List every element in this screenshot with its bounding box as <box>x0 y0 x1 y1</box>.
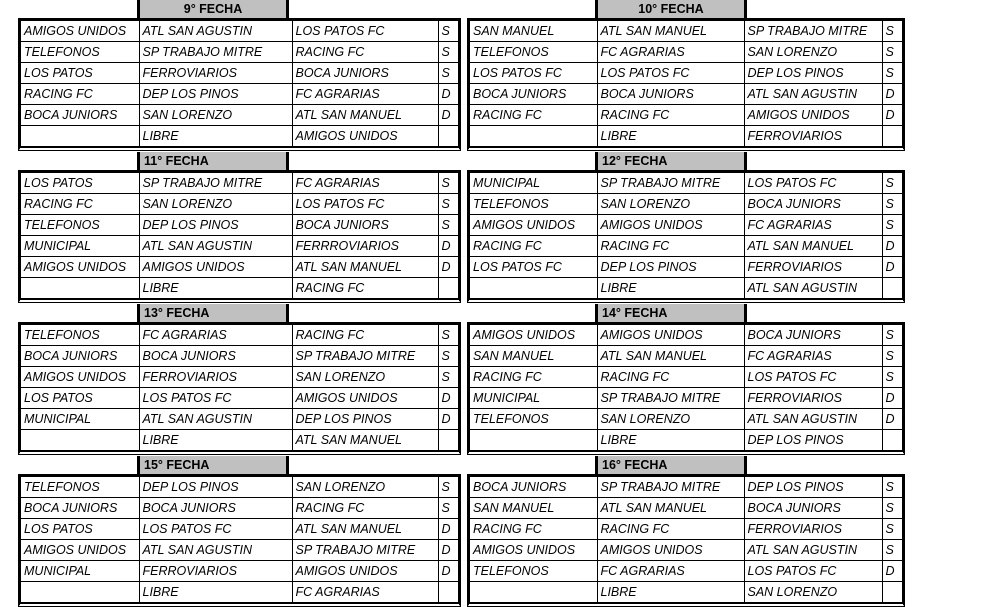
team-cell <box>21 582 139 603</box>
day-cell: D <box>438 236 458 257</box>
team-cell <box>470 126 597 147</box>
team-cell: LOS PATOS <box>21 519 139 540</box>
table-row <box>21 105 458 126</box>
day-cell: S <box>882 325 902 346</box>
away-team-cell: LOS PATOS FC <box>292 21 438 42</box>
home-team-cell: LIBRE <box>597 582 744 603</box>
away-team-cell: SP TRABAJO MITRE <box>292 540 438 561</box>
away-team-cell: AMIGOS UNIDOS <box>744 105 882 126</box>
team-cell: RACING FC <box>470 105 597 126</box>
away-team-cell: SP TRABAJO MITRE <box>292 346 438 367</box>
away-team-cell: DEP LOS PINOS <box>744 430 882 451</box>
table-row <box>470 257 902 278</box>
fixture-header <box>595 456 747 474</box>
away-team-cell: FC AGRARIAS <box>292 84 438 105</box>
table-row <box>470 540 902 561</box>
table-row <box>21 236 458 257</box>
away-team-cell: SAN LORENZO <box>292 367 438 388</box>
team-cell: TELEFONOS <box>21 215 139 236</box>
day-cell: S <box>882 194 902 215</box>
home-team-cell: SP TRABAJO MITRE <box>597 477 744 498</box>
away-team-cell: FC AGRARIAS <box>292 173 438 194</box>
away-team-cell: FERROVIARIOS <box>744 519 882 540</box>
day-cell: S <box>438 42 458 63</box>
home-team-cell: LIBRE <box>139 126 292 147</box>
day-cell <box>438 582 458 603</box>
team-cell: AMIGOS UNIDOS <box>21 540 139 561</box>
fixture-header <box>595 152 747 170</box>
away-team-cell: ATL SAN MANUEL <box>292 257 438 278</box>
fixture-table <box>467 170 905 303</box>
day-cell: D <box>882 388 902 409</box>
day-cell: S <box>882 519 902 540</box>
team-cell: BOCA JUNIORS <box>470 477 597 498</box>
away-team-cell: FERROVIARIOS <box>744 126 882 147</box>
home-team-cell: BOCA JUNIORS <box>139 498 292 519</box>
team-cell: MUNICIPAL <box>470 173 597 194</box>
table-row <box>21 278 458 299</box>
home-team-cell: RACING FC <box>597 519 744 540</box>
team-cell: BOCA JUNIORS <box>470 84 597 105</box>
away-team-cell: ATL SAN AGUSTIN <box>744 409 882 430</box>
day-cell: S <box>882 367 902 388</box>
fixture-title: 15° FECHA <box>137 456 289 474</box>
fixture-table <box>467 474 905 607</box>
away-team-cell: BOCA JUNIORS <box>744 194 882 215</box>
team-cell: TELEFONOS <box>21 325 139 346</box>
home-team-cell: LOS PATOS FC <box>139 519 292 540</box>
away-team-cell: BOCA JUNIORS <box>744 325 882 346</box>
fixture-grid <box>21 21 458 147</box>
table-row <box>470 21 902 42</box>
team-cell: TELEFONOS <box>470 194 597 215</box>
fixture-grid <box>470 325 902 451</box>
home-team-cell: LIBRE <box>597 126 744 147</box>
table-row <box>21 21 458 42</box>
team-cell: MUNICIPAL <box>21 561 139 582</box>
away-team-cell: FC AGRARIAS <box>292 582 438 603</box>
home-team-cell: DEP LOS PINOS <box>139 84 292 105</box>
fixture-grid <box>470 173 902 299</box>
table-row <box>470 63 902 84</box>
team-cell: LOS PATOS FC <box>470 63 597 84</box>
day-cell <box>438 430 458 451</box>
day-cell: D <box>438 561 458 582</box>
table-row <box>21 257 458 278</box>
home-team-cell: ATL SAN AGUSTIN <box>139 236 292 257</box>
table-row <box>470 430 902 451</box>
team-cell: AMIGOS UNIDOS <box>470 325 597 346</box>
day-cell: D <box>438 257 458 278</box>
home-team-cell: FC AGRARIAS <box>139 325 292 346</box>
away-team-cell: SP TRABAJO MITRE <box>744 21 882 42</box>
day-cell: S <box>882 21 902 42</box>
away-team-cell: SAN LORENZO <box>292 477 438 498</box>
day-cell: D <box>882 561 902 582</box>
team-cell: TELEFONOS <box>470 409 597 430</box>
table-row <box>470 582 902 603</box>
team-cell: RACING FC <box>21 194 139 215</box>
team-cell <box>470 430 597 451</box>
team-cell: RACING FC <box>470 367 597 388</box>
home-team-cell: ATL SAN MANUEL <box>597 498 744 519</box>
fixture-header <box>137 304 289 322</box>
home-team-cell: LOS PATOS FC <box>139 388 292 409</box>
team-cell: AMIGOS UNIDOS <box>21 367 139 388</box>
home-team-cell: SAN LORENZO <box>597 194 744 215</box>
home-team-cell: AMIGOS UNIDOS <box>139 257 292 278</box>
away-team-cell: RACING FC <box>292 325 438 346</box>
day-cell: S <box>882 173 902 194</box>
day-cell: S <box>882 42 902 63</box>
fixture-table <box>467 322 905 455</box>
away-team-cell: BOCA JUNIORS <box>744 498 882 519</box>
home-team-cell: FERROVIARIOS <box>139 561 292 582</box>
table-row <box>470 278 902 299</box>
team-cell: AMIGOS UNIDOS <box>21 21 139 42</box>
table-row <box>470 126 902 147</box>
team-cell: TELEFONOS <box>470 561 597 582</box>
home-team-cell: DEP LOS PINOS <box>597 257 744 278</box>
day-cell: S <box>882 498 902 519</box>
away-team-cell: ATL SAN MANUEL <box>744 236 882 257</box>
home-team-cell: FERROVIARIOS <box>139 63 292 84</box>
day-cell: S <box>882 63 902 84</box>
table-row <box>470 561 902 582</box>
home-team-cell: BOCA JUNIORS <box>597 84 744 105</box>
table-row <box>21 430 458 451</box>
team-cell: RACING FC <box>21 84 139 105</box>
table-row <box>470 173 902 194</box>
table-row <box>470 325 902 346</box>
table-row <box>21 388 458 409</box>
table-row <box>21 519 458 540</box>
table-row <box>470 519 902 540</box>
day-cell <box>882 278 902 299</box>
table-row <box>470 498 902 519</box>
home-team-cell: FC AGRARIAS <box>597 42 744 63</box>
home-team-cell: LIBRE <box>139 430 292 451</box>
team-cell <box>21 430 139 451</box>
fixture-grid <box>21 173 458 299</box>
day-cell <box>882 582 902 603</box>
table-row <box>21 498 458 519</box>
away-team-cell: RACING FC <box>292 498 438 519</box>
away-team-cell: ATL SAN MANUEL <box>292 105 438 126</box>
fixture-header <box>137 0 289 18</box>
table-row <box>21 582 458 603</box>
home-team-cell: LIBRE <box>597 278 744 299</box>
away-team-cell: ATL SAN AGUSTIN <box>744 84 882 105</box>
table-row <box>21 215 458 236</box>
day-cell: S <box>438 21 458 42</box>
away-team-cell: ATL SAN AGUSTIN <box>744 278 882 299</box>
away-team-cell: RACING FC <box>292 42 438 63</box>
team-cell: BOCA JUNIORS <box>21 346 139 367</box>
home-team-cell: RACING FC <box>597 236 744 257</box>
team-cell: RACING FC <box>470 519 597 540</box>
table-row <box>470 346 902 367</box>
team-cell: BOCA JUNIORS <box>21 498 139 519</box>
table-row <box>470 194 902 215</box>
fixture-header <box>595 304 747 322</box>
home-team-cell: LIBRE <box>139 582 292 603</box>
home-team-cell: FERROVIARIOS <box>139 367 292 388</box>
away-team-cell: BOCA JUNIORS <box>292 215 438 236</box>
day-cell: S <box>882 215 902 236</box>
team-cell <box>21 278 139 299</box>
home-team-cell: RACING FC <box>597 367 744 388</box>
home-team-cell: SP TRABAJO MITRE <box>139 42 292 63</box>
table-row <box>470 84 902 105</box>
home-team-cell: SP TRABAJO MITRE <box>139 173 292 194</box>
table-row <box>21 194 458 215</box>
home-team-cell: SAN LORENZO <box>139 105 292 126</box>
away-team-cell: FERROVIARIOS <box>744 388 882 409</box>
day-cell <box>882 126 902 147</box>
table-row <box>21 42 458 63</box>
team-cell: TELEFONOS <box>21 42 139 63</box>
away-team-cell: RACING FC <box>292 278 438 299</box>
table-row <box>21 540 458 561</box>
home-team-cell: ATL SAN MANUEL <box>597 346 744 367</box>
home-team-cell: LIBRE <box>597 430 744 451</box>
fixture-header <box>137 152 289 170</box>
day-cell: S <box>438 367 458 388</box>
day-cell: D <box>438 84 458 105</box>
table-row <box>470 477 902 498</box>
day-cell: S <box>438 325 458 346</box>
home-team-cell: AMIGOS UNIDOS <box>597 215 744 236</box>
table-row <box>470 236 902 257</box>
away-team-cell: AMIGOS UNIDOS <box>292 561 438 582</box>
home-team-cell: SAN LORENZO <box>139 194 292 215</box>
day-cell: D <box>438 540 458 561</box>
home-team-cell: ATL SAN AGUSTIN <box>139 21 292 42</box>
away-team-cell: ATL SAN AGUSTIN <box>744 540 882 561</box>
home-team-cell: RACING FC <box>597 105 744 126</box>
table-row <box>21 409 458 430</box>
day-cell: S <box>438 194 458 215</box>
home-team-cell: ATL SAN AGUSTIN <box>139 540 292 561</box>
away-team-cell: DEP LOS PINOS <box>744 63 882 84</box>
team-cell: TELEFONOS <box>470 42 597 63</box>
fixture-header <box>137 456 289 474</box>
fixture-title: 11° FECHA <box>137 152 289 170</box>
team-cell: SAN MANUEL <box>470 21 597 42</box>
fixture-table <box>18 474 461 607</box>
home-team-cell: LIBRE <box>139 278 292 299</box>
team-cell: MUNICIPAL <box>21 236 139 257</box>
table-row <box>470 215 902 236</box>
home-team-cell: BOCA JUNIORS <box>139 346 292 367</box>
day-cell: S <box>438 215 458 236</box>
team-cell: LOS PATOS <box>21 388 139 409</box>
fixture-grid <box>470 21 902 147</box>
fixture-grid <box>21 325 458 451</box>
team-cell: LOS PATOS FC <box>470 257 597 278</box>
table-row <box>21 126 458 147</box>
fixture-title: 10° FECHA <box>595 0 747 18</box>
table-row <box>21 173 458 194</box>
away-team-cell: DEP LOS PINOS <box>292 409 438 430</box>
home-team-cell: LOS PATOS FC <box>597 63 744 84</box>
team-cell: MUNICIPAL <box>470 388 597 409</box>
team-cell: SAN MANUEL <box>470 346 597 367</box>
away-team-cell: FERROVIARIOS <box>744 257 882 278</box>
day-cell: D <box>882 409 902 430</box>
day-cell: S <box>438 498 458 519</box>
day-cell: D <box>438 388 458 409</box>
away-team-cell: FERRROVIARIOS <box>292 236 438 257</box>
day-cell: S <box>882 540 902 561</box>
fixture-table <box>18 18 461 151</box>
day-cell: S <box>438 63 458 84</box>
table-row <box>470 409 902 430</box>
home-team-cell: SP TRABAJO MITRE <box>597 173 744 194</box>
table-row <box>21 367 458 388</box>
home-team-cell: ATL SAN AGUSTIN <box>139 409 292 430</box>
table-row <box>21 325 458 346</box>
day-cell: S <box>438 173 458 194</box>
team-cell: MUNICIPAL <box>21 409 139 430</box>
table-row <box>470 367 902 388</box>
fixture-title: 14° FECHA <box>595 304 747 322</box>
day-cell: D <box>438 105 458 126</box>
home-team-cell: DEP LOS PINOS <box>139 215 292 236</box>
table-row <box>21 561 458 582</box>
team-cell <box>21 126 139 147</box>
team-cell: BOCA JUNIORS <box>21 105 139 126</box>
fixture-header <box>595 0 747 18</box>
day-cell: S <box>438 477 458 498</box>
day-cell: D <box>882 105 902 126</box>
home-team-cell: SAN LORENZO <box>597 409 744 430</box>
table-row <box>21 84 458 105</box>
day-cell: D <box>438 409 458 430</box>
day-cell <box>438 126 458 147</box>
away-team-cell: BOCA JUNIORS <box>292 63 438 84</box>
away-team-cell: ATL SAN MANUEL <box>292 430 438 451</box>
away-team-cell: LOS PATOS FC <box>292 194 438 215</box>
away-team-cell: FC AGRARIAS <box>744 346 882 367</box>
day-cell: S <box>882 346 902 367</box>
day-cell: D <box>882 236 902 257</box>
table-row <box>470 42 902 63</box>
team-cell: SAN MANUEL <box>470 498 597 519</box>
away-team-cell: LOS PATOS FC <box>744 173 882 194</box>
fixture-title: 9° FECHA <box>137 0 289 18</box>
day-cell: S <box>882 477 902 498</box>
fixture-table <box>467 18 905 151</box>
team-cell: AMIGOS UNIDOS <box>21 257 139 278</box>
team-cell <box>470 278 597 299</box>
away-team-cell: SAN LORENZO <box>744 42 882 63</box>
home-team-cell: FC AGRARIAS <box>597 561 744 582</box>
home-team-cell: AMIGOS UNIDOS <box>597 325 744 346</box>
day-cell: S <box>438 346 458 367</box>
table-row <box>470 388 902 409</box>
fixture-title: 13° FECHA <box>137 304 289 322</box>
home-team-cell: AMIGOS UNIDOS <box>597 540 744 561</box>
day-cell <box>438 278 458 299</box>
home-team-cell: DEP LOS PINOS <box>139 477 292 498</box>
fixture-table <box>18 170 461 303</box>
day-cell: D <box>882 257 902 278</box>
fixture-grid <box>21 477 458 603</box>
team-cell: LOS PATOS <box>21 173 139 194</box>
team-cell <box>470 582 597 603</box>
fixture-title: 16° FECHA <box>595 456 747 474</box>
away-team-cell: DEP LOS PINOS <box>744 477 882 498</box>
away-team-cell: AMIGOS UNIDOS <box>292 126 438 147</box>
away-team-cell: LOS PATOS FC <box>744 367 882 388</box>
team-cell: AMIGOS UNIDOS <box>470 540 597 561</box>
table-row <box>21 477 458 498</box>
team-cell: TELEFONOS <box>21 477 139 498</box>
away-team-cell: SAN LORENZO <box>744 582 882 603</box>
home-team-cell: SP TRABAJO MITRE <box>597 388 744 409</box>
team-cell: RACING FC <box>470 236 597 257</box>
table-row <box>21 346 458 367</box>
away-team-cell: LOS PATOS FC <box>744 561 882 582</box>
table-row <box>21 63 458 84</box>
home-team-cell: ATL SAN MANUEL <box>597 21 744 42</box>
away-team-cell: FC AGRARIAS <box>744 215 882 236</box>
fixture-grid <box>470 477 902 603</box>
day-cell <box>882 430 902 451</box>
table-row <box>470 105 902 126</box>
team-cell: LOS PATOS <box>21 63 139 84</box>
team-cell: AMIGOS UNIDOS <box>470 215 597 236</box>
away-team-cell: ATL SAN MANUEL <box>292 519 438 540</box>
away-team-cell: AMIGOS UNIDOS <box>292 388 438 409</box>
fixture-table <box>18 322 461 455</box>
day-cell: D <box>882 84 902 105</box>
fixture-title: 12° FECHA <box>595 152 747 170</box>
day-cell: D <box>438 519 458 540</box>
